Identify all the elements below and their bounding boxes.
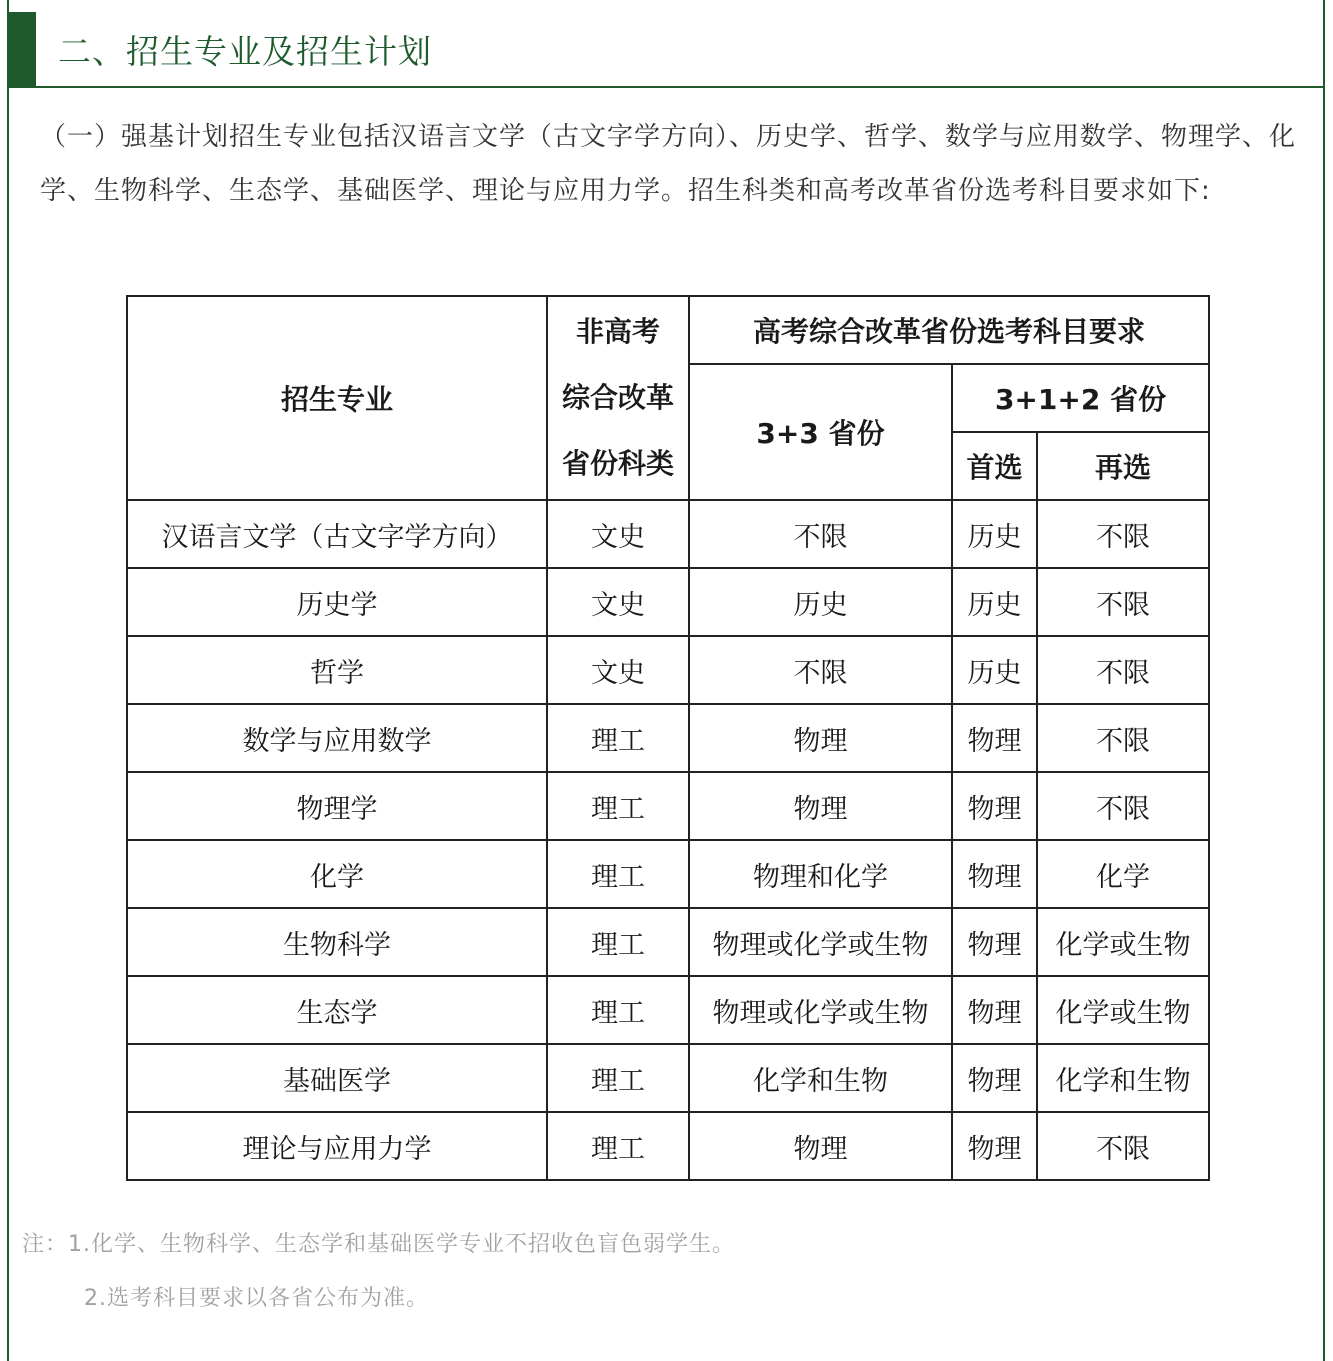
cell-req-3-3: 物理或化学或生物	[689, 908, 952, 976]
cell-second-choice: 化学或生物	[1037, 976, 1209, 1044]
cell-category: 文史	[547, 636, 689, 704]
cell-first-choice: 物理	[952, 1044, 1037, 1112]
cell-first-choice: 物理	[952, 976, 1037, 1044]
table-row	[127, 500, 1209, 568]
table-row	[127, 840, 1209, 908]
cell-first-choice: 物理	[952, 772, 1037, 840]
cell-first-choice: 物理	[952, 1112, 1037, 1180]
cell-second-choice: 化学	[1037, 840, 1209, 908]
notes	[22, 1222, 1312, 1330]
header-3-3: 3+3 省份	[689, 364, 952, 500]
cell-major: 历史学	[127, 568, 547, 636]
header-non-reform-line2: 综合改革	[561, 381, 674, 414]
table-row	[127, 704, 1209, 772]
cell-major: 生态学	[127, 976, 547, 1044]
cell-req-3-3: 物理	[689, 704, 952, 772]
cell-second-choice: 不限	[1037, 636, 1209, 704]
table-row	[127, 976, 1209, 1044]
cell-category: 理工	[547, 1112, 689, 1180]
cell-req-3-3: 化学和生物	[689, 1044, 952, 1112]
cell-major: 物理学	[127, 772, 547, 840]
cell-first-choice: 历史	[952, 568, 1037, 636]
section-title: 二、招生专业及招生计划	[58, 32, 432, 71]
cell-category: 理工	[547, 840, 689, 908]
cell-req-3-3: 物理和化学	[689, 840, 952, 908]
cell-major: 数学与应用数学	[127, 704, 547, 772]
cell-major: 理论与应用力学	[127, 1112, 547, 1180]
note-2: 2.选考科目要求以各省公布为准。	[84, 1286, 429, 1311]
header-non-reform-line1: 非高考	[575, 315, 660, 348]
cell-major: 化学	[127, 840, 547, 908]
cell-req-3-3: 物理	[689, 1112, 952, 1180]
note-1: 注：1.化学、生物科学、生态学和基础医学专业不招收色盲色弱学生。	[22, 1232, 735, 1257]
header-reform-requirements: 高考综合改革省份选考科目要求	[689, 296, 1209, 364]
cell-req-3-3: 历史	[689, 568, 952, 636]
cell-first-choice: 物理	[952, 840, 1037, 908]
cell-category: 文史	[547, 568, 689, 636]
cell-category: 理工	[547, 704, 689, 772]
cell-req-3-3: 不限	[689, 500, 952, 568]
intro-paragraph: （一）强基计划招生专业包括汉语言文学（古文字学方向）、历史学、哲学、数学与应用数学、物理学、化学、生物科学、生态学、基础医学、理论与应用力学。招生科类和高考改革省份选考科目要求如下:	[40, 122, 1297, 206]
cell-req-3-3: 不限	[689, 636, 952, 704]
cell-second-choice: 化学和生物	[1037, 1044, 1209, 1112]
header-non-reform-category	[547, 296, 689, 500]
cell-req-3-3: 物理	[689, 772, 952, 840]
table-row	[127, 772, 1209, 840]
header-major: 招生专业	[127, 296, 547, 500]
section-accent-bar	[7, 12, 36, 86]
table-row	[127, 568, 1209, 636]
table-row	[127, 636, 1209, 704]
cell-first-choice: 历史	[952, 636, 1037, 704]
cell-second-choice: 不限	[1037, 704, 1209, 772]
table-row	[127, 1112, 1209, 1180]
cell-second-choice: 不限	[1037, 500, 1209, 568]
cell-first-choice: 物理	[952, 704, 1037, 772]
section-divider	[7, 86, 1325, 88]
cell-second-choice: 不限	[1037, 1112, 1209, 1180]
cell-category: 理工	[547, 772, 689, 840]
cell-category: 理工	[547, 1044, 689, 1112]
cell-category: 文史	[547, 500, 689, 568]
table-row	[127, 908, 1209, 976]
header-first-choice: 首选	[952, 432, 1037, 500]
header-non-reform-line3: 省份科类	[561, 447, 674, 480]
cell-category: 理工	[547, 976, 689, 1044]
cell-first-choice: 物理	[952, 908, 1037, 976]
cell-major: 哲学	[127, 636, 547, 704]
cell-req-3-3: 物理或化学或生物	[689, 976, 952, 1044]
cell-category: 理工	[547, 908, 689, 976]
table-row	[127, 1044, 1209, 1112]
cell-major: 生物科学	[127, 908, 547, 976]
header-row-1	[127, 296, 1209, 364]
cell-first-choice: 历史	[952, 500, 1037, 568]
cell-second-choice: 不限	[1037, 772, 1209, 840]
cell-second-choice: 化学或生物	[1037, 908, 1209, 976]
table-body	[127, 500, 1209, 1180]
cell-major: 基础医学	[127, 1044, 547, 1112]
cell-second-choice: 不限	[1037, 568, 1209, 636]
header-second-choice: 再选	[1037, 432, 1209, 500]
header-3-1-2: 3+1+2 省份	[952, 364, 1209, 432]
cell-major: 汉语言文学（古文字学方向）	[127, 500, 547, 568]
majors-table	[126, 295, 1210, 1181]
